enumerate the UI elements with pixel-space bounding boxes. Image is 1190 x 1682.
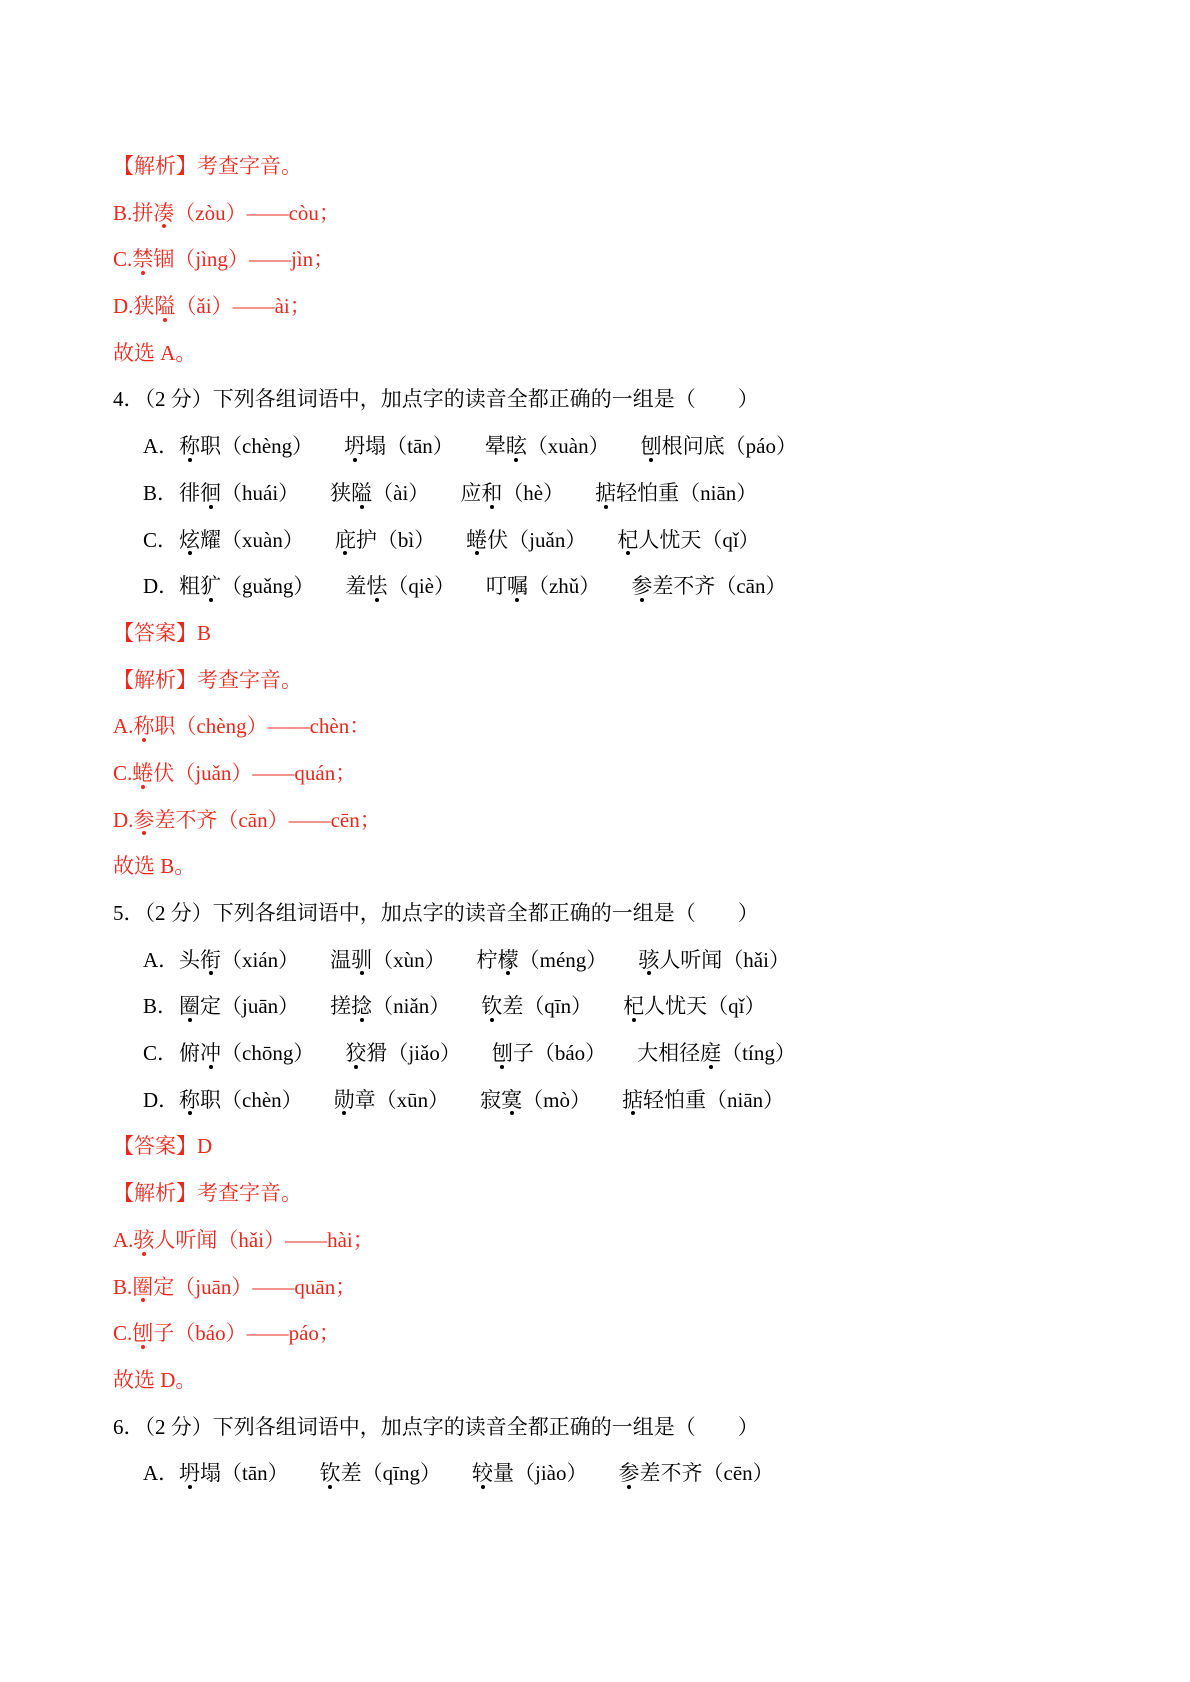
correction-fix: ——còu； [246, 200, 340, 225]
question-score: （2 分） [144, 387, 213, 412]
pinyin-reading: （xūn） [375, 1087, 450, 1112]
dotted-character: 较 [472, 1450, 493, 1497]
dotted-character: 禁 [132, 236, 153, 283]
correction-fix: ——ài； [232, 294, 311, 319]
pinyin-reading: （xùn） [372, 947, 446, 972]
question-score: （2 分） [144, 1414, 213, 1439]
dotted-character: 刨 [641, 423, 662, 470]
option-term [631, 574, 786, 598]
dotted-character: 坍 [344, 423, 365, 470]
term-text-after: 职 [200, 434, 221, 459]
pinyin-reading: （chèng） [175, 714, 268, 739]
question-stem [113, 1404, 1093, 1451]
question-text: 下列各组词语中，加点字的读音全都正确的一组是（ ） [212, 901, 759, 925]
term-text-after: 锢 [153, 247, 175, 272]
dotted-character: 坍 [179, 1450, 200, 1497]
term-text-after: 差不齐 [154, 807, 218, 832]
pinyin-reading: （jiǎo） [387, 1041, 461, 1066]
pinyin-reading: （huái） [221, 480, 300, 505]
term-text-after: 塌 [365, 434, 387, 459]
option-term [486, 574, 600, 598]
dotted-character: 参 [619, 1450, 640, 1497]
pinyin-reading: （guǎng） [221, 574, 315, 599]
conclusion-line [113, 1357, 1093, 1404]
correction-label: A. [113, 1227, 134, 1252]
pinyin-reading: （jiào） [514, 1461, 588, 1486]
term-text-after: 伏 [153, 760, 175, 785]
pinyin-reading: （méng） [518, 947, 608, 972]
dotted-character: 和 [481, 470, 502, 517]
option-letter: A． [143, 1461, 180, 1486]
term-text-before: 狭 [330, 480, 352, 505]
option-term [179, 481, 299, 505]
option-term [330, 994, 450, 1018]
pinyin-reading: （chèng） [221, 434, 314, 459]
dotted-character: 称 [179, 423, 200, 470]
option-letter: A． [143, 434, 180, 459]
correction-label: B. [113, 200, 133, 225]
pinyin-reading: （chèn） [221, 1087, 303, 1112]
option-line [113, 517, 1093, 564]
pinyin-reading: （báo） [533, 1041, 607, 1066]
term-text-after: 护 [355, 527, 377, 552]
dotted-character: 刨 [132, 1310, 153, 1357]
option-term [617, 528, 759, 552]
term-text-before: 狭 [133, 294, 155, 319]
term-text-before: 徘 [179, 480, 200, 505]
term-text-after: 差 [340, 1461, 362, 1486]
correction-fix: ——páo； [246, 1321, 340, 1346]
dotted-character: 衔 [200, 937, 221, 984]
term-text-after: 差不齐 [652, 574, 716, 599]
question-stem [113, 890, 1093, 937]
term-text-after: 猾 [366, 1041, 388, 1066]
answer-label: 【答案】 [113, 620, 197, 645]
dotted-character: 参 [133, 797, 154, 844]
option-letter: B． [143, 480, 179, 505]
dotted-character: 勋 [334, 1077, 355, 1124]
term-text-after: 根问底 [661, 434, 725, 459]
dotted-character: 蜷 [466, 517, 487, 564]
option-letter: C． [143, 1041, 179, 1066]
pinyin-reading: （ǎi） [175, 294, 233, 319]
correction-line [113, 190, 1093, 237]
analysis-text: 考查字音。 [197, 1181, 302, 1206]
pinyin-reading: （niān） [679, 480, 758, 505]
option-term [481, 994, 592, 1018]
correction-line [113, 1264, 1093, 1311]
dotted-character: 嘱 [507, 563, 528, 610]
correction-label: D. [113, 807, 134, 832]
correction-fix: ——quán； [252, 760, 357, 785]
term-text-after: 章 [354, 1087, 376, 1112]
correction-fix: ——quān； [252, 1274, 357, 1299]
term-text-after: 定 [200, 994, 221, 1019]
question-number: 6． [113, 1414, 145, 1439]
correction-label: D. [113, 294, 134, 319]
option-term [622, 1088, 784, 1112]
term-text-after: 伏 [487, 527, 509, 552]
question-text: 下列各组词语中，加点字的读音全都正确的一组是（ ） [212, 387, 759, 412]
dotted-character: 蜷 [132, 750, 153, 797]
dotted-character: 圈 [179, 983, 200, 1030]
option-line [113, 563, 1093, 610]
term-text-before: 大相径 [637, 1041, 701, 1066]
term-text-before: 应 [460, 480, 482, 505]
analysis-text: 考查字音。 [197, 154, 302, 178]
pinyin-reading: （niǎn） [372, 994, 451, 1019]
pinyin-reading: （zhǔ） [527, 574, 601, 599]
dotted-character: 称 [133, 703, 154, 750]
option-term [320, 1461, 441, 1485]
pinyin-reading: （cēn） [702, 1461, 774, 1486]
option-term [179, 1088, 303, 1112]
dotted-character: 钦 [481, 983, 502, 1030]
analysis-label: 【解析】 [113, 1181, 197, 1206]
option-line [113, 470, 1093, 517]
dotted-character: 隘 [154, 283, 175, 330]
term-text-after: 人听闻 [154, 1227, 218, 1252]
correction-line [113, 797, 1093, 844]
correction-label: A. [113, 714, 134, 739]
option-line [113, 1030, 1093, 1077]
option-term [466, 528, 586, 552]
term-text-before: 寂 [480, 1087, 502, 1112]
question-text: 下列各组词语中，加点字的读音全都正确的一组是（ ） [212, 1414, 759, 1439]
option-term [330, 948, 446, 972]
correction-fix: ——jìn； [248, 247, 335, 272]
dotted-character: 庭 [700, 1030, 721, 1077]
term-text-after: 定 [153, 1274, 175, 1299]
analysis-line [113, 657, 1093, 704]
correction-label: B. [113, 1274, 133, 1299]
option-term [480, 1088, 591, 1112]
dotted-character: 隘 [351, 470, 372, 517]
option-letter: C． [143, 527, 179, 552]
dotted-character: 掂 [622, 1077, 643, 1124]
option-term [335, 528, 435, 552]
option-term [595, 481, 757, 505]
dotted-character: 炫 [179, 517, 200, 564]
option-term [179, 1461, 289, 1485]
pinyin-reading: （xuàn） [221, 527, 304, 552]
option-term [637, 1041, 796, 1065]
pinyin-reading: （zòu） [174, 200, 247, 225]
pinyin-reading: （cān） [715, 574, 787, 599]
term-text-after: 塌 [200, 1461, 221, 1486]
pinyin-reading: （qǐ） [707, 994, 766, 1019]
option-term [344, 434, 454, 458]
term-text-after: 耀 [200, 527, 221, 552]
dotted-character: 怯 [366, 563, 387, 610]
option-term [179, 528, 304, 552]
term-text-after: 人忧天 [638, 527, 702, 552]
option-term [460, 481, 564, 505]
term-text-after: 人听闻 [659, 947, 723, 972]
answer-line [113, 610, 1093, 657]
term-text-before: 羞 [345, 574, 367, 599]
pinyin-reading: （juān） [174, 1274, 253, 1299]
option-term [619, 1461, 774, 1485]
dotted-character: 刨 [492, 1030, 513, 1077]
option-term [345, 1041, 461, 1065]
dotted-character: 驯 [351, 937, 372, 984]
correction-line [113, 236, 1093, 283]
pinyin-reading: （niān） [706, 1087, 785, 1112]
question-score: （2 分） [144, 901, 213, 925]
pinyin-reading: （qiè） [387, 574, 455, 599]
option-letter: B． [143, 994, 179, 1019]
term-text-after: 职 [154, 714, 176, 739]
term-text-after: 职 [200, 1087, 221, 1112]
option-term [179, 948, 299, 972]
pinyin-reading: （xuàn） [526, 434, 610, 459]
conclusion-line [113, 843, 1093, 890]
dotted-character: 捻 [351, 983, 372, 1030]
dotted-character: 圈 [132, 1264, 153, 1311]
option-term [485, 434, 610, 458]
dotted-character: 参 [631, 563, 652, 610]
dotted-character: 犷 [200, 563, 221, 610]
question-number: 5． [113, 901, 145, 925]
term-text-before: 柠 [476, 947, 498, 972]
pinyin-reading: （juǎn） [174, 760, 253, 785]
option-letter: A． [143, 947, 180, 972]
pinyin-reading: （tān） [386, 434, 454, 459]
option-term [334, 1088, 450, 1112]
question-number: 4． [113, 387, 145, 412]
dotted-character: 称 [179, 1077, 200, 1124]
question-stem [113, 376, 1093, 423]
term-text-before: 搓 [330, 994, 352, 1019]
pinyin-reading: （cān） [217, 807, 289, 832]
term-text-after: 人忧天 [644, 994, 708, 1019]
pinyin-reading: （bì） [376, 527, 436, 552]
term-text-before: 头 [179, 947, 200, 972]
option-letter: D． [143, 1087, 180, 1112]
term-text-after: 差 [502, 994, 524, 1019]
correction-line [113, 1217, 1093, 1264]
dotted-character: 狡 [345, 1030, 366, 1077]
option-term [638, 948, 790, 972]
term-text-before: 温 [330, 947, 352, 972]
option-term [477, 948, 608, 972]
conclusion-line [113, 330, 1093, 377]
pinyin-reading: （mò） [522, 1087, 591, 1112]
pinyin-reading: （ài） [372, 480, 430, 505]
term-text-before: 晕 [484, 434, 506, 459]
option-term [179, 1041, 314, 1065]
correction-fix: ——hài； [285, 1227, 374, 1252]
dotted-character: 掂 [595, 470, 616, 517]
pinyin-reading: （xián） [221, 947, 300, 972]
correction-label: C. [113, 760, 133, 785]
term-text-after: 量 [493, 1461, 514, 1486]
pinyin-reading: （qǐ） [701, 527, 760, 552]
option-term [492, 1041, 606, 1065]
pinyin-reading: （tíng） [721, 1041, 796, 1066]
pinyin-reading: （hǎi） [722, 947, 790, 972]
analysis-label: 【解析】 [113, 667, 197, 692]
option-line [113, 937, 1093, 984]
term-text-after: 子 [153, 1321, 175, 1346]
pinyin-reading: （hè） [502, 480, 565, 505]
correction-label: C. [113, 247, 133, 272]
term-text-after: 轻怕重 [643, 1087, 706, 1112]
option-term [179, 434, 313, 458]
correction-label: C. [113, 1321, 133, 1346]
pinyin-reading: （qīn） [523, 994, 593, 1019]
analysis-label: 【解析】 [113, 154, 197, 178]
dotted-character: 眩 [506, 423, 527, 470]
pinyin-reading: （juān） [221, 994, 300, 1019]
option-line [113, 983, 1093, 1030]
answer-line [113, 1123, 1093, 1170]
term-text-after: 差不齐 [639, 1461, 703, 1486]
analysis-text: 考查字音。 [197, 667, 302, 692]
correction-fix: ——cēn； [288, 807, 381, 832]
correction-line [113, 283, 1093, 330]
conclusion-text: 故选 D。 [113, 1367, 197, 1392]
dotted-character: 冲 [200, 1030, 221, 1077]
analysis-line [113, 143, 1093, 190]
dotted-character: 钦 [320, 1450, 341, 1497]
dotted-character: 杞 [623, 983, 644, 1030]
analysis-line [113, 1170, 1093, 1217]
term-text-before: 粗 [179, 574, 200, 599]
dotted-character: 庇 [335, 517, 356, 564]
pinyin-reading: （tān） [221, 1461, 289, 1486]
answer-value: B [197, 620, 212, 645]
answer-value: D [197, 1134, 213, 1159]
option-line [113, 1077, 1093, 1124]
correction-fix: ——chèn： [267, 714, 371, 739]
pinyin-reading: （báo） [174, 1321, 247, 1346]
conclusion-text: 故选 B。 [113, 854, 196, 879]
correction-line [113, 750, 1093, 797]
term-text-before: 拼 [132, 200, 154, 225]
exam-document [113, 143, 1093, 1497]
correction-line [113, 1310, 1093, 1357]
pinyin-reading: （páo） [724, 434, 797, 459]
option-term [179, 994, 299, 1018]
answer-label: 【答案】 [113, 1134, 197, 1159]
dotted-character: 骇 [133, 1217, 154, 1264]
pinyin-reading: （jìng） [174, 247, 249, 272]
dotted-character: 徊 [200, 470, 221, 517]
option-term [641, 434, 797, 458]
option-term [179, 574, 314, 598]
option-term [623, 994, 765, 1018]
dotted-character: 寞 [501, 1077, 522, 1124]
option-term [345, 574, 455, 598]
conclusion-text: 故选 A。 [113, 340, 197, 365]
correction-line [113, 703, 1093, 750]
option-term [330, 481, 429, 505]
dotted-character: 杞 [617, 517, 638, 564]
dotted-character: 檬 [498, 937, 519, 984]
pinyin-reading: （qīng） [361, 1461, 441, 1486]
option-line [113, 1450, 1093, 1497]
option-letter: D． [143, 574, 180, 599]
option-term [472, 1461, 588, 1485]
dotted-character: 凑 [153, 190, 174, 237]
term-text-before: 俯 [179, 1041, 200, 1066]
pinyin-reading: （hǎi） [217, 1227, 286, 1252]
pinyin-reading: （juǎn） [508, 527, 587, 552]
term-text-before: 叮 [485, 574, 507, 599]
term-text-after: 子 [512, 1041, 534, 1066]
option-line [113, 423, 1093, 470]
dotted-character: 骇 [638, 937, 659, 984]
term-text-after: 轻怕重 [616, 480, 680, 505]
pinyin-reading: （chōng） [221, 1041, 315, 1066]
